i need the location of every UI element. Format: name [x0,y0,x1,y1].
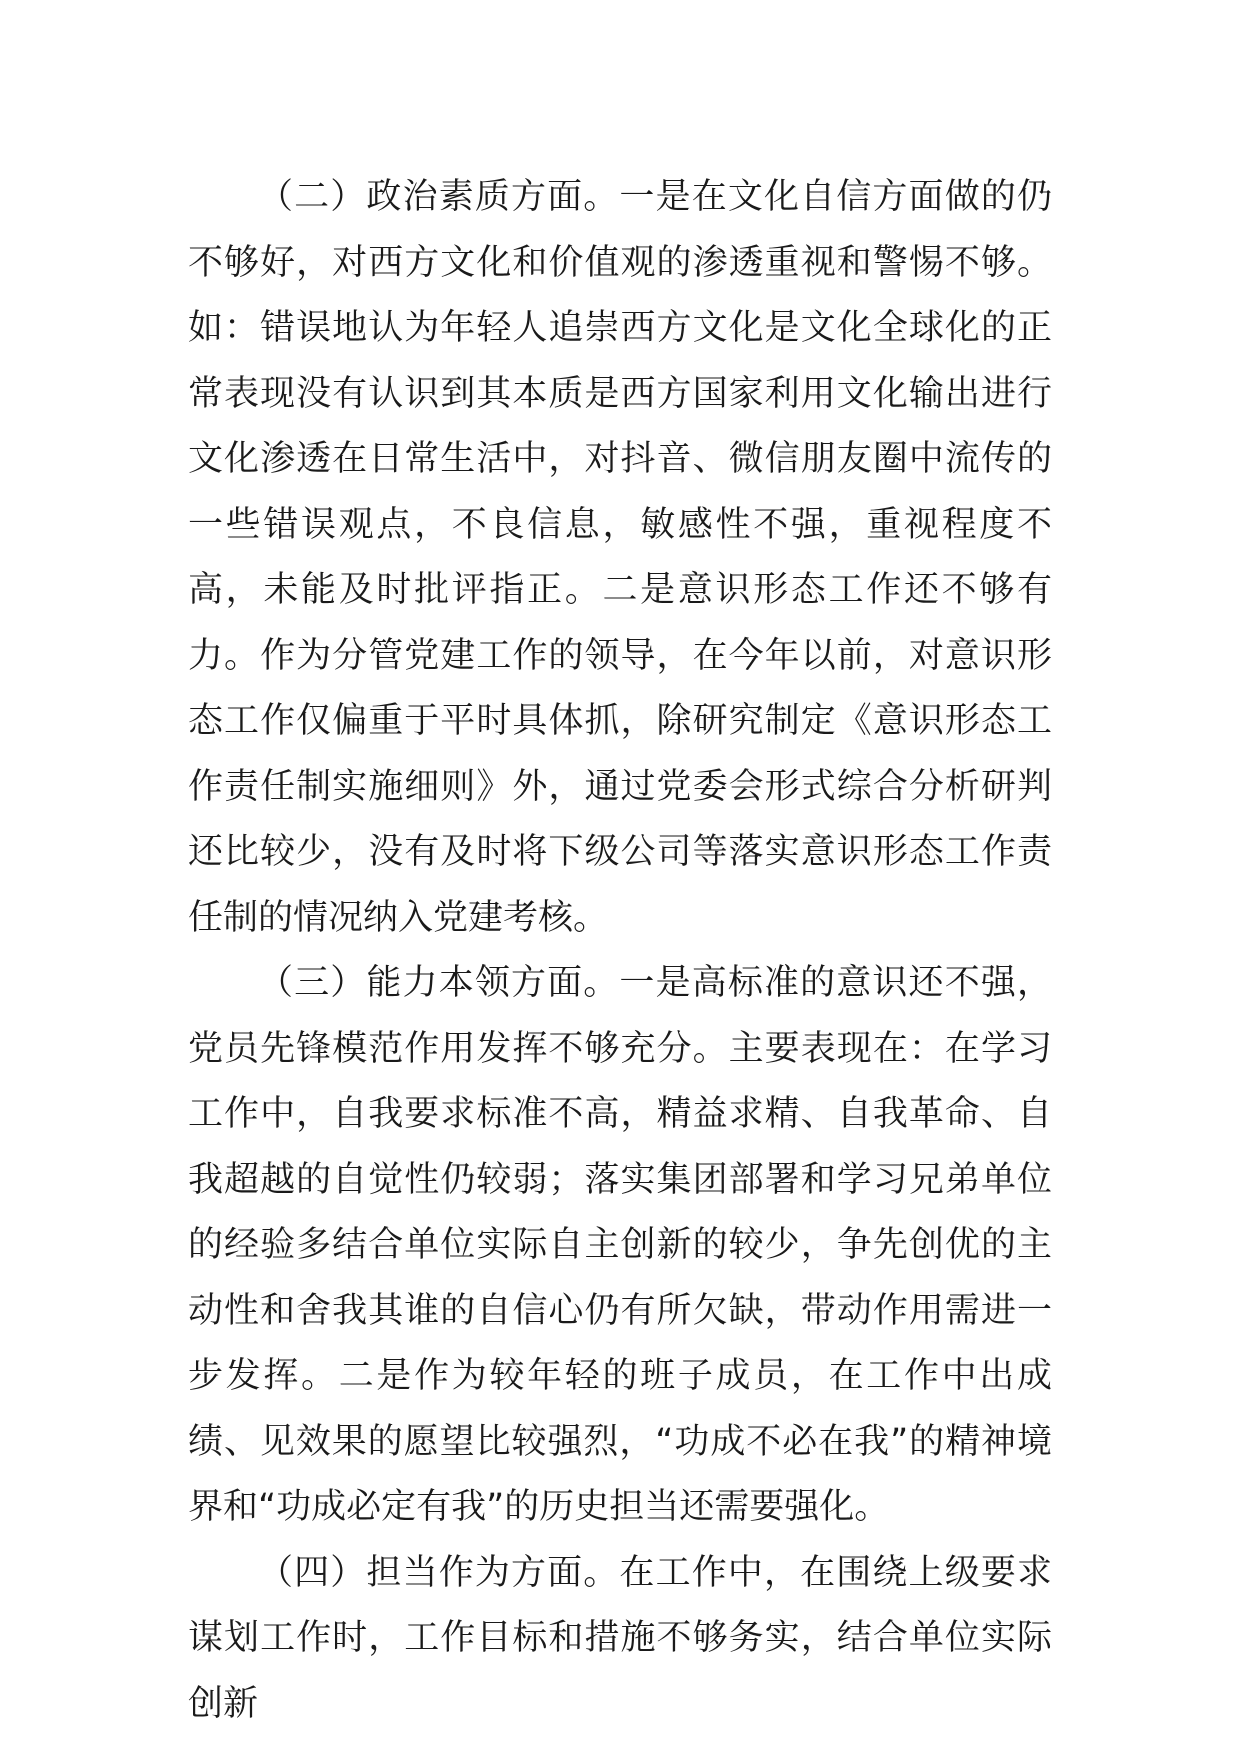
paragraph-responsibility: （四）担当作为方面。在工作中，在围绕上级要求谋划工作时，工作目标和措施不够务实，结合单位实际创新 [188,1552,1052,1724]
paragraph-political-quality: （二）政治素质方面。一是在文化自信方面做的仍不够好，对西方文化和价值观的渗透重视和警惕不够。如：错误地认为年轻人追崇西方文化是文化全球化的正常表现没有认识到其本质是西方国家利用文化输出进行文化渗透在日常生活中，对抖音、微信朋友圈中流传的一些错误观点，不良信息，敏感性不强，重视程度不高，未能及时批评指正。二是意识形态工作还不够有力。作为分管党建工作的领导，在今年以前，对意识形态工作仅偏重于平时具体抓，除研究制定《意识形态工作责任制实施细则》外，通过党委会形式综合分析研判还比较少，没有及时将下级公司等落实意识形态工作责任制的情况纳入党建考核。 [188,177,1052,938]
document-body [188,165,1052,1737]
paragraph-ability: （三）能力本领方面。一是高标准的意识还不强，党员先锋模范作用发挥不够充分。主要表现在：在学习工作中，自我要求标准不高，精益求精、自我革命、自我超越的自觉性仍较弱；落实集团部署和学习兄弟单位的经验多结合单位实际自主创新的较少，争先创优的主动性和舍我其谁的自信心仍有所欠缺，带动作用需进一步发挥。二是作为较年轻的班子成员，在工作中出成绩、见效果的愿望比较强烈，“功成不必在我”的精神境界和“功成必定有我”的历史担当还需要强化。 [188,963,1052,1527]
